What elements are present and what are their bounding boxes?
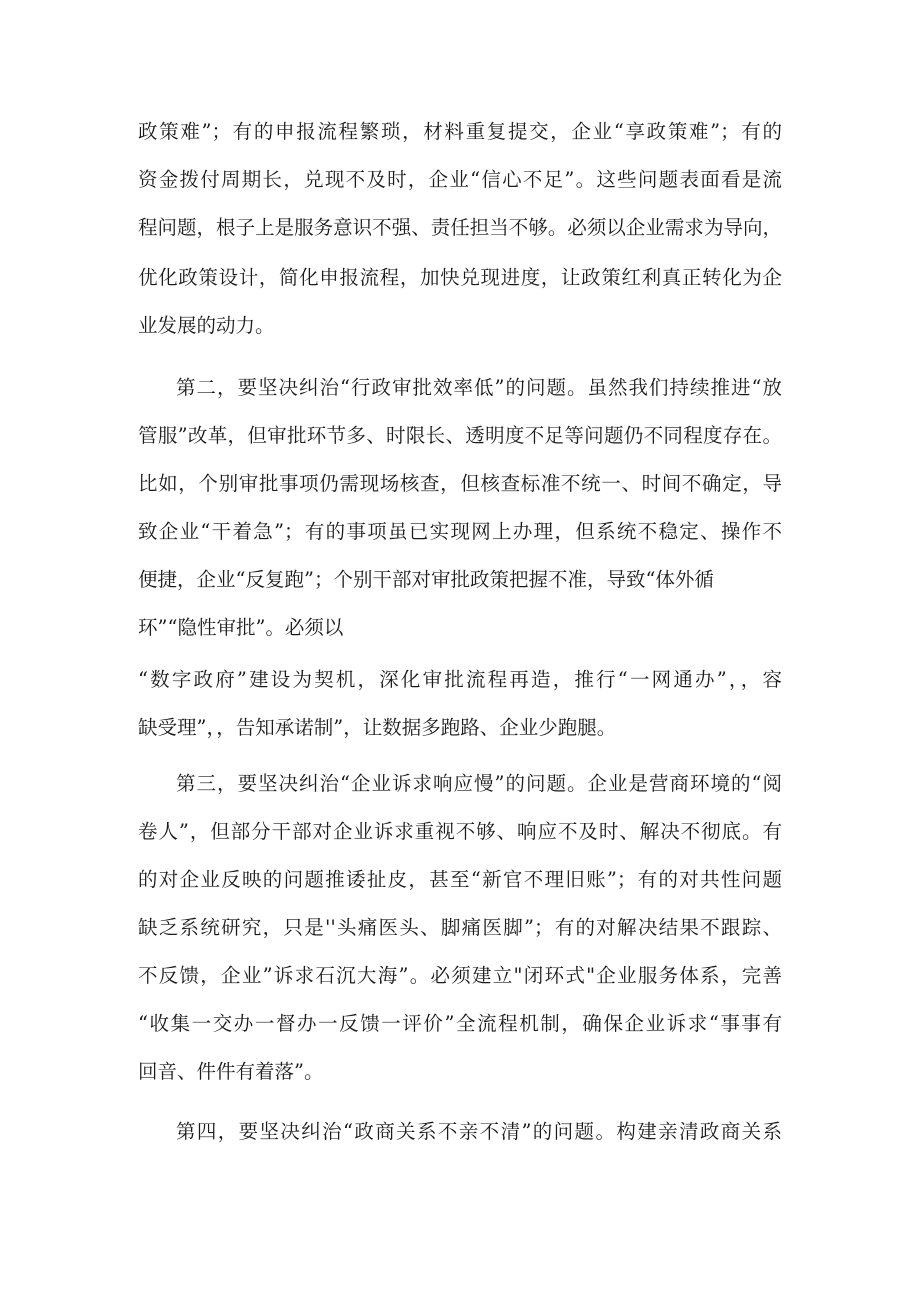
text-line: 缺受理”，，告知承诺制”，让数据多跑路、企业少跑腿。 xyxy=(138,716,617,739)
text-line: 管服”改革，但审批环节多、时限长、透明度不足等问题仍不同程度存在。 xyxy=(138,424,782,447)
text-line: 第四，要坚决纠治“政商关系不亲不清”的问题。构建亲清政商关系 xyxy=(176,1120,782,1143)
text-line: “收集一交办一督办一反馈一评价”全流程机制，确保企业诉求“事事有 xyxy=(138,1012,782,1035)
text-line: 第三，要坚决纠治“企业诉求响应慢”的问题。企业是营商环境的“阅 xyxy=(176,772,782,795)
text-line: 回音、件件有着落”。 xyxy=(138,1060,324,1083)
text-line: “数字政府”建设为契机，深化审批流程再造，推行“一网通办”，，容 xyxy=(138,668,782,691)
text-line: 比如，个别审批事项仍需现场核查，但核查标准不统一、时间不确定，导 xyxy=(138,472,782,495)
text-line: 卷人”，但部分干部对企业诉求重视不够、响应不及时、解决不彻底。有 xyxy=(138,820,782,843)
text-line: 环”“隐性审批”。必须以 xyxy=(138,616,344,639)
text-line: 政策难”；有的申报流程繁琐，材料重复提交，企业“享政策难”；有的 xyxy=(138,120,782,143)
text-line: 第二，要坚决纠治“行政审批效率低”的问题。虽然我们持续推进“放 xyxy=(176,376,782,399)
text-line: 程问题，根子上是服务意识不强、责任担当不够。必须以企业需求为导向， xyxy=(138,216,782,239)
text-line: 优化政策设计，简化申报流程，加快兑现进度，让政策红利真正转化为企 xyxy=(138,266,782,289)
text-line: 便捷，企业“反复跑”；个别干部对审批政策把握不准，导致“体外循 xyxy=(138,568,714,591)
text-line: 业发展的动力。 xyxy=(138,314,275,337)
text-line: 致企业“干着急”；有的事项虽已实现网上办理，但系统不稳定、操作不 xyxy=(138,520,782,543)
text-line: 缺乏系统研究，只是''头痛医头、脚痛医脚”；有的对解决结果不跟踪、 xyxy=(138,916,782,939)
text-line: 资金拨付周期长，兑现不及时，企业“信心不足”。这些问题表面看是流 xyxy=(138,168,782,191)
text-line: 的对企业反映的问题推诿扯皮，甚至“新官不理旧账”；有的对共性问题 xyxy=(138,868,782,891)
text-line: 不反馈，企业”诉求石沉大海”。必须建立"闭环式"企业服务体系，完善 xyxy=(138,964,782,987)
